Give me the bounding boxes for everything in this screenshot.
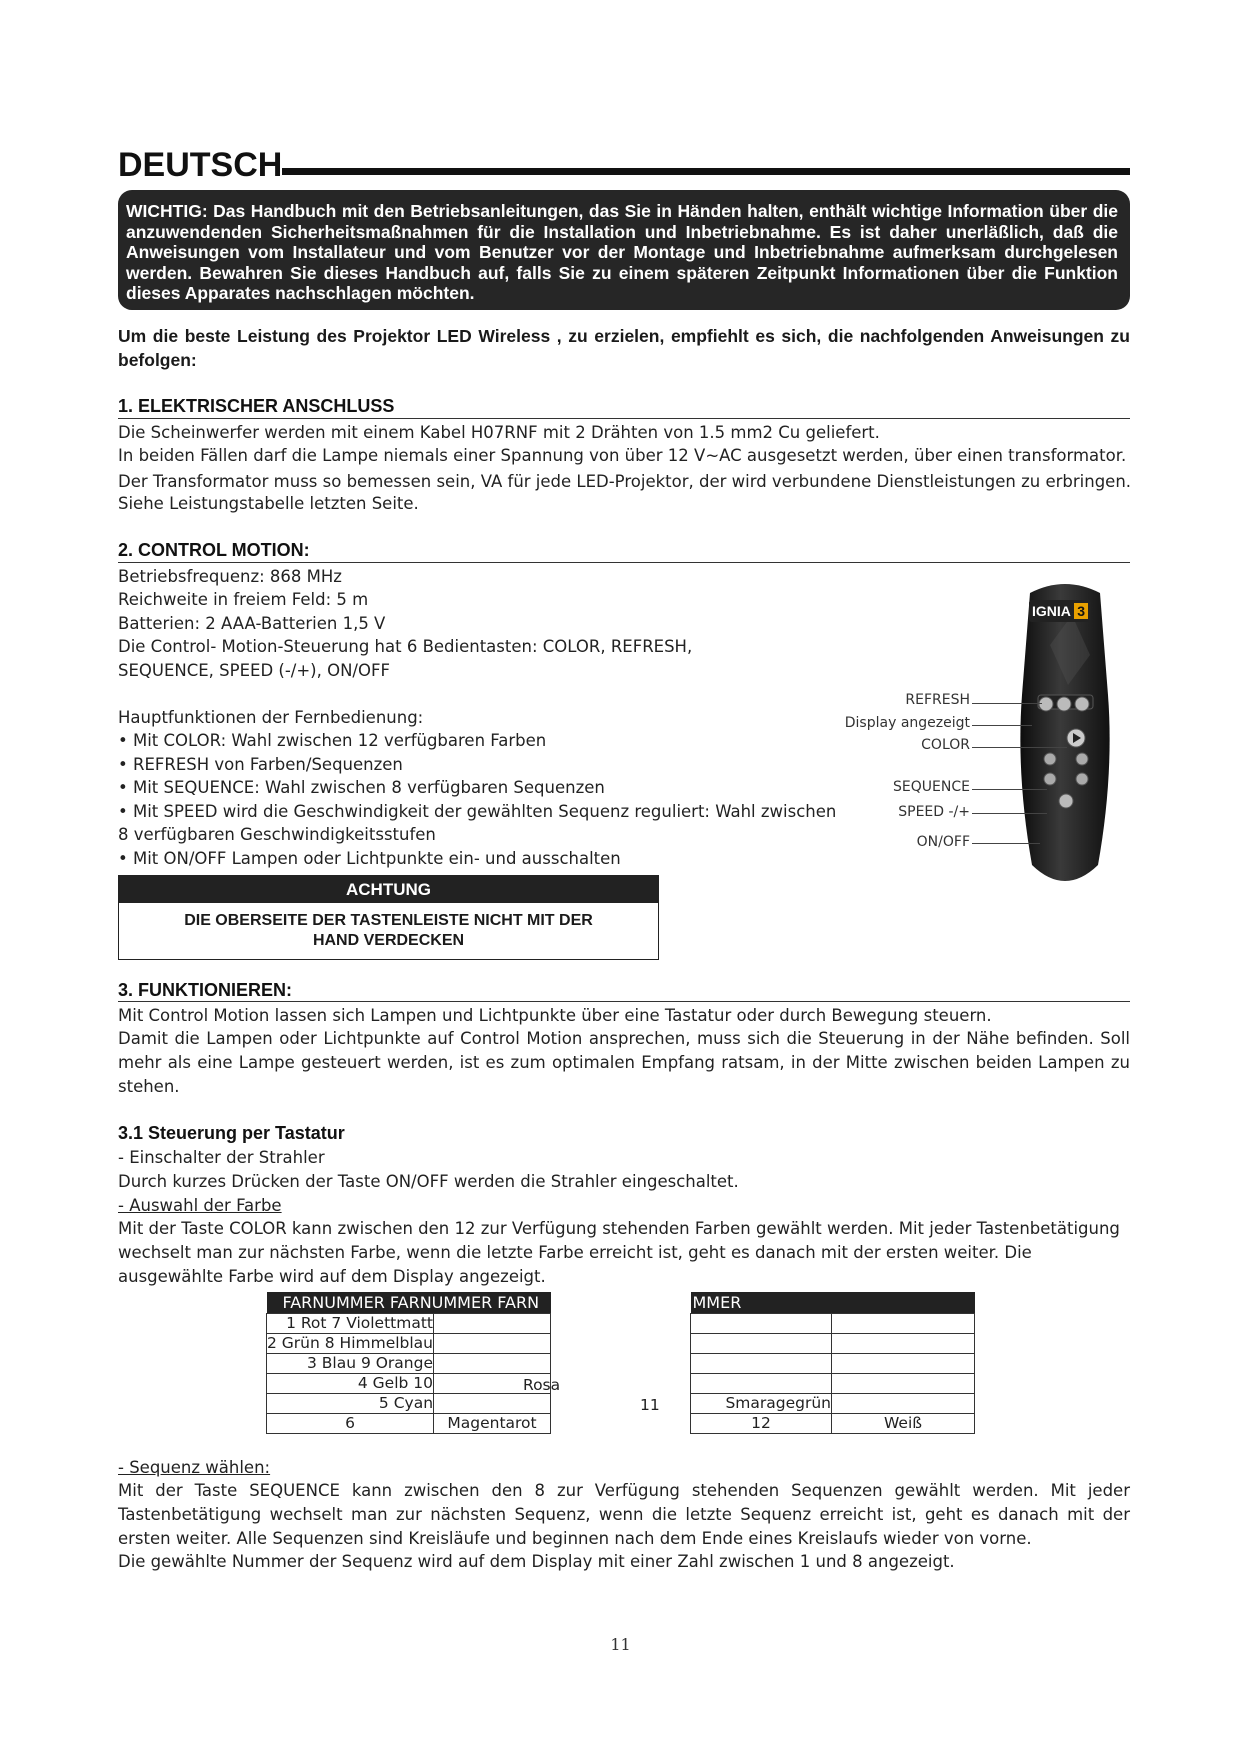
leader-color (972, 747, 1067, 748)
table-cell (434, 1334, 551, 1354)
s2-bullet-5: • Mit ON/OFF Lampen oder Lichtpunkte ein- und ausschalten (118, 849, 621, 868)
leader-onoff (972, 843, 1040, 844)
label-color: COLOR (921, 737, 970, 753)
s1-line-4: Siehe Leistungstabelle letzten Seite. (118, 494, 419, 513)
table-cell: 2 Grün 8 Himmelblau (267, 1334, 434, 1352)
table-row (691, 1414, 975, 1434)
leader-speed (972, 813, 1047, 814)
s31-sub-2: - Sequenz wählen: (118, 1458, 271, 1477)
s2-bullet-4a: • Mit SPEED wird die Geschwindigkeit der gewählten Sequenz reguliert: Wahl zwischen (118, 802, 837, 821)
label-speed: SPEED -/+ (898, 804, 970, 820)
s2-line-1: Betriebsfrequenz: 868 MHz (118, 567, 342, 586)
remote-logo (1029, 600, 1091, 622)
leader-refresh (972, 703, 1042, 704)
achtung-body (119, 903, 658, 951)
table-row (267, 1354, 551, 1374)
intro-text: Um die beste Leistung des Projektor LED Wireless , zu erzielen, empfiehlt es sich, die nachfolgenden Anweisungen zu befolgen: (118, 326, 1130, 370)
leader-sequence (972, 789, 1047, 790)
table-cell: 5 Cyan (267, 1394, 434, 1414)
s31-line-2: Durch kurzes Drücken der Taste ON/OFF werden die Strahler eingeschaltet. (118, 1172, 739, 1191)
power-button-icon (1059, 794, 1073, 808)
table-cell: 1 Rot 7 Violettmatt (267, 1314, 434, 1334)
s2-line-4: Die Control- Motion-Steuerung hat 6 Bedientasten: COLOR, REFRESH, (118, 637, 693, 656)
remote-brand-number: 3 (1074, 603, 1088, 619)
s2-bullet-4b: 8 verfügbaren Geschwindigkeitsstufen (118, 825, 436, 844)
s31-line-4: Mit der Taste SEQUENCE kann zwischen den 8 zur Verfügung stehenden Sequenzen gewählt werden. Mit jeder Tastenbetätigung wechselt man zur nächsten Sequenz, wenn die letzte Sequenz erreicht ist, geht es danach mit der ersten weiter. Alle Sequenzen sind Kreisläufe und beginnen nach dem Ende eines Kreislaufs wieder von vorne. (118, 1481, 1130, 1548)
s2-line-3: Batterien: 2 AAA-Batterien 1,5 V (118, 614, 386, 633)
remote-brand: IGNIA (1031, 603, 1071, 619)
table-row (267, 1414, 551, 1434)
achtung-line-2: HAND VERDECKEN (312, 932, 465, 949)
table-row (691, 1334, 975, 1354)
label-onoff: ON/OFF (916, 834, 970, 850)
achtung-box (118, 875, 659, 960)
table-cell (832, 1374, 975, 1394)
section-2-heading: 2. CONTROL MOTION: (118, 540, 310, 560)
s2-line-6: Hauptfunktionen der Fernbedienung: (118, 708, 424, 727)
table-row (691, 1394, 975, 1414)
s2-bullet-3: • Mit SEQUENCE: Wahl zwischen 8 verfügbaren Sequenzen (118, 778, 605, 797)
table-cell: 6 (267, 1414, 434, 1434)
s2-bullet-1: • Mit COLOR: Wahl zwischen 12 verfügbaren Farben (118, 731, 547, 750)
label-display: Display angezeigt (844, 715, 970, 731)
table-cell: 3 Blau 9 Orange (267, 1354, 434, 1374)
table-cell (691, 1314, 832, 1334)
table-row (691, 1374, 975, 1394)
table-cell: Magentarot (434, 1414, 551, 1434)
table-cell (832, 1314, 975, 1334)
table-row (267, 1314, 551, 1334)
table-cell (832, 1394, 975, 1414)
refresh-button-icon (1039, 697, 1053, 711)
s2-bullet-2: • REFRESH von Farben/Sequenzen (118, 755, 403, 774)
s3-line-1: Mit Control Motion lassen sich Lampen und Lichtpunkte über eine Tastatur oder durch Bewegung steuern. (118, 1006, 992, 1025)
color-table-header-left: FARNUMMER FARNUMMER FARN (267, 1292, 551, 1314)
s1-line-2: In beiden Fällen darf die Lampe niemals einer Spannung von über 12 V~AC ausgesetzt werden, über einen transformator. (118, 446, 1127, 465)
s31-line-5: Die gewählte Nummer der Sequenz wird auf dem Display mit einer Zahl zwischen 1 und 8 angezeigt. (118, 1552, 955, 1571)
section-3-rule (118, 1001, 1130, 1002)
s31-line-3: Mit der Taste COLOR kann zwischen den 12 zur Verfügung stehenden Farben gewählt werden. Mit jeder Tastenbetätigung wechselt man zur nächsten Farbe, wenn die letzte Farbe erreicht ist, geht es danach mit der ersten weiter. Die ausgewählte Farbe wird auf dem Display angezeigt. (118, 1219, 1120, 1286)
s1-line-1: Die Scheinwerfer werden mit einem Kabel H07RNF mit 2 Drähten von 1.5 mm2 Cu geliefert. (118, 423, 880, 442)
table-cell: Weiß (832, 1414, 975, 1434)
remote-control-illustration (1010, 575, 1120, 895)
table-row (691, 1354, 975, 1374)
s2-line-2: Reichweite in freiem Feld: 5 m (118, 590, 369, 609)
color-table-right (690, 1292, 975, 1434)
section-1-heading: 1. ELEKTRISCHER ANSCHLUSS (118, 396, 395, 416)
leader-display (972, 725, 1032, 726)
table-cell (832, 1334, 975, 1354)
achtung-line-1: DIE OBERSEITE DER TASTENLEISTE NICHT MIT DER (184, 912, 593, 929)
rosa-label: Rosa (523, 1376, 561, 1394)
section-1-rule (118, 418, 1130, 419)
page-number: 11 (610, 1635, 631, 1654)
label-refresh: REFRESH (905, 692, 970, 708)
number-11: 11 (640, 1396, 660, 1414)
table-cell (691, 1354, 832, 1374)
section-3-heading: 3. FUNKTIONIEREN: (118, 980, 293, 1000)
s31-line-1: - Einschalter der Strahler (118, 1148, 325, 1167)
title-rule (282, 168, 1130, 175)
table-cell (691, 1374, 832, 1394)
page-title: DEUTSCH (118, 146, 283, 184)
table-row (691, 1314, 975, 1334)
speed-button-icon (1044, 773, 1056, 785)
table-row (267, 1394, 551, 1414)
section-31-heading: 3.1 Steuerung per Tastatur (118, 1123, 345, 1143)
table-row (267, 1374, 551, 1394)
section-2-rule (118, 562, 1130, 563)
achtung-heading: ACHTUNG (119, 876, 658, 903)
s31-sub-1: - Auswahl der Farbe (118, 1196, 282, 1215)
table-cell: 12 (691, 1414, 832, 1434)
s3-line-2: Damit die Lampen oder Lichtpunkte auf Control Motion ansprechen, muss sich die Steuerung in der Nähe befinden. Soll mehr als eine Lampe gesteuert werden, ist es zum optimalen Empfang ratsam, in der Mitte zwischen beiden Lampen zu stehen. (118, 1029, 1130, 1096)
warning-box: WICHTIG: Das Handbuch mit den Betriebsanleitungen, das Sie in Händen halten, enthält wichtige Information über die anzuwendenden Sicherheitsmaßnahmen für die Installation und Inbetriebnahme. Es ist daher unerläßlich, daß die Anweisungen vom Installateur und vom Benutzer vor der Montage und Inbetriebnahme aufmerksam durchgelesen werden. Bewahren Sie dieses Handbuch auf, falls Sie zu einem späteren Zeitpunkt Informationen über die Funktion dieses Apparates nachschlagen möchten. (118, 190, 1130, 310)
table-cell (691, 1334, 832, 1354)
table-cell (434, 1354, 551, 1374)
table-cell: Smaragegrün (691, 1394, 832, 1414)
s2-line-5: SEQUENCE, SPEED (-/+), ON/OFF (118, 661, 390, 680)
table-cell (434, 1394, 551, 1414)
table-cell (832, 1354, 975, 1374)
table-cell: 4 Gelb 10 (267, 1374, 434, 1394)
label-sequence: SEQUENCE (893, 779, 970, 795)
color-table-left (266, 1292, 551, 1434)
table-row (267, 1334, 551, 1354)
table-cell (434, 1314, 551, 1334)
color-table-header-right: MMER (691, 1292, 975, 1314)
s1-line-3: Der Transformator muss so bemessen sein, VA für jede LED-Projektor, der wird verbundene Dienstleistungen zu erbringen. (118, 472, 1132, 491)
sequence-button-icon (1044, 753, 1056, 765)
